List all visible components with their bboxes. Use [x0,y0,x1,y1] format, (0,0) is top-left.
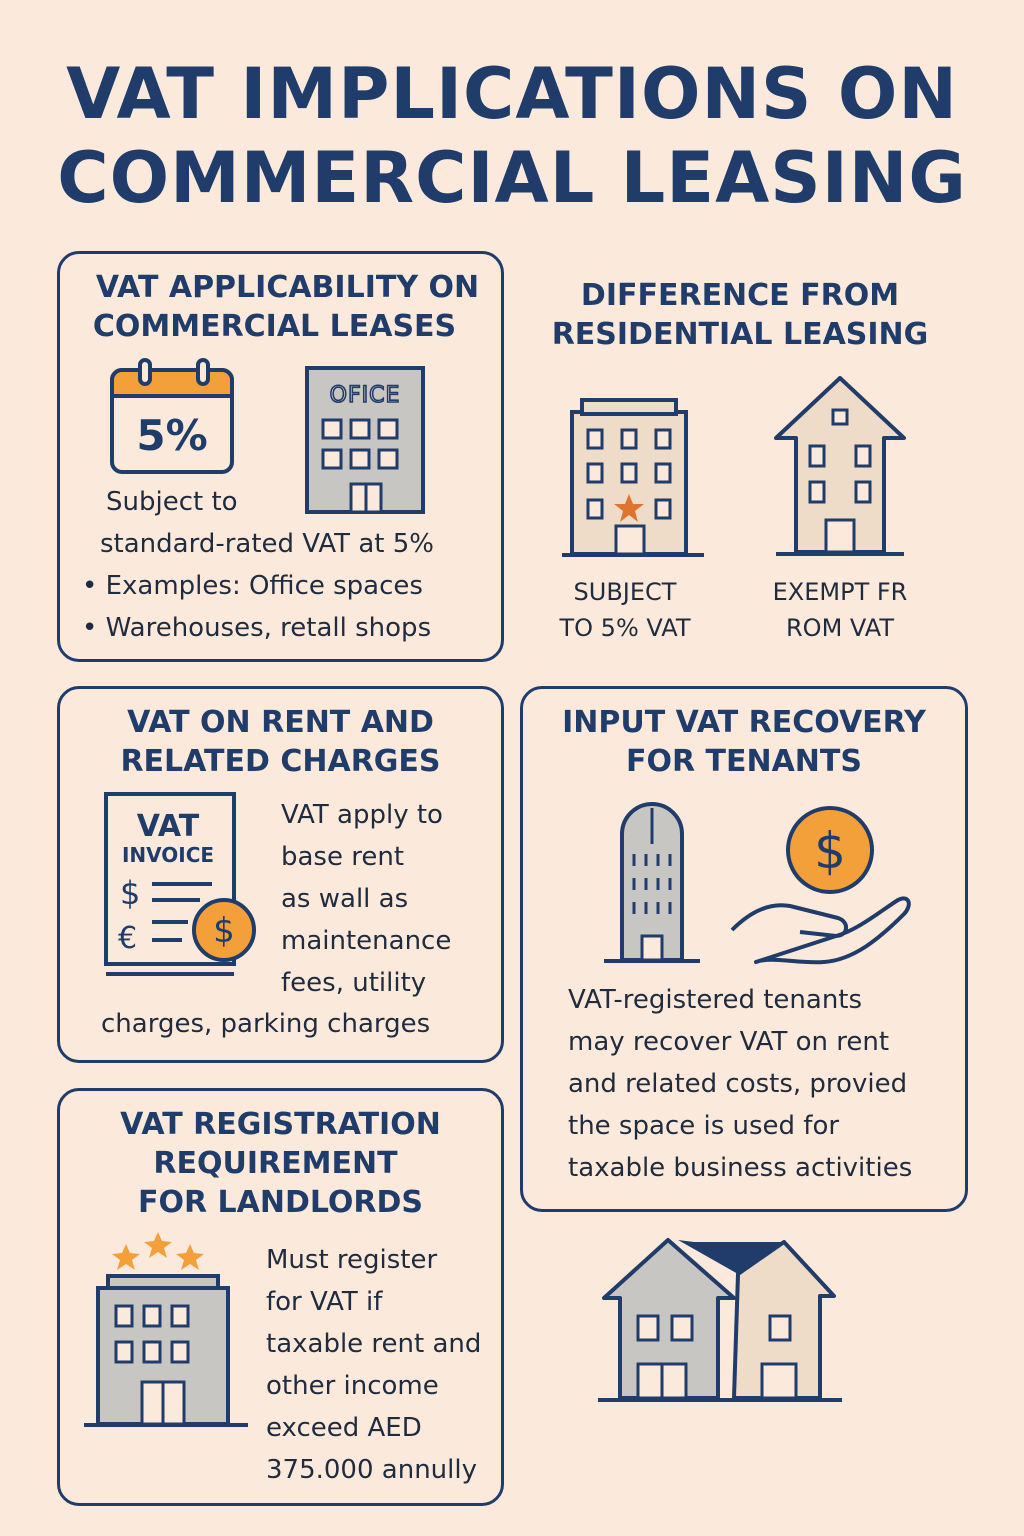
calendar-label: 5% [136,411,208,460]
registration-heading-line2: REQUIREMENT [153,1146,398,1181]
invoice-subtitle: INVOICE [121,843,215,867]
recovery-text [568,979,912,1189]
applicability-text-line2: standard-rated VAT at 5% [100,529,434,559]
rent-heading-line2: RELATED CHARGES [120,744,441,779]
rent-text-line4: maintenance [281,926,452,956]
registration-text-line6: 375.000 annully [266,1455,477,1485]
recovery-text-line1: VAT-registered tenants [568,985,863,1015]
invoice-icon [104,792,260,978]
difference-left-caption-line1: SUBJECT [573,578,677,606]
page-title-line2: COMMERCIAL LEASING [57,137,967,219]
registration-heading [57,1105,504,1222]
invoice-title: VAT [136,809,200,844]
applicability-heading-line1: VAT APPLICABILITY ON [95,270,480,305]
rent-text-line1: VAT apply to [281,800,443,830]
registration-text [266,1239,481,1491]
invoice-dollar: $ [120,874,141,912]
commercial-building-icon [562,398,704,558]
difference-left-caption-line2: TO 5% VAT [559,614,691,642]
applicability-text-line1: Subject to [106,487,238,517]
calendar-icon [108,358,236,476]
applicability-bullet2: • Warehouses, retall shops [82,613,432,643]
applicability-bullet1: • Examples: Office spaces [82,571,423,601]
tower-building-icon [602,804,702,964]
difference-right-caption-line1: EXEMPT FR [772,578,908,606]
page-title [0,52,1024,220]
rent-heading-line1: VAT ON RENT AND [127,705,434,740]
houses-icon [598,1238,842,1404]
office-sign: OFICE [329,383,401,408]
registration-text-line2: for VAT if [266,1287,383,1317]
difference-heading [520,276,960,354]
applicability-heading [57,268,504,346]
rent-text-line2: base rent [281,842,405,872]
recovery-heading-line1: INPUT VAT RECOVERY [562,705,926,740]
invoice-coin-symbol: $ [213,911,235,951]
rent-heading [57,703,504,781]
difference-left-caption [540,574,710,646]
invoice-euro: € [118,921,138,956]
rent-text-line3: as wall as [281,884,409,914]
applicability-heading-line2: COMMERCIAL LEASES [92,309,457,344]
hand-coin-icon [728,806,912,966]
page-title-line1: VAT IMPLICATIONS ON [66,53,958,135]
recovery-text-line3: and related costs, provied [568,1069,908,1099]
rent-text-last: charges, parking charges [101,1009,431,1039]
registration-text-line1: Must register [266,1245,438,1275]
registration-heading-line1: VAT REGISTRATION [120,1107,441,1142]
star-icon [112,1232,204,1270]
registration-heading-line3: FOR LANDLORDS [137,1185,424,1220]
difference-right-caption-line2: ROM VAT [786,614,894,642]
recovery-text-line2: may recover VAT on rent [568,1027,890,1057]
registration-text-line3: taxable rent and [266,1329,482,1359]
rent-text [281,794,451,1004]
difference-heading-line1: DIFFERENCE FROM [580,278,900,313]
recovery-heading [520,703,968,781]
registration-text-line5: exceed AED [266,1413,422,1443]
registration-text-line4: other income [266,1371,439,1401]
rent-text-line5: fees, utility [281,968,427,998]
recovery-heading-line2: FOR TENANTS [625,744,862,779]
applicability-text [82,481,434,649]
recovery-text-line5: taxable business activities [568,1153,913,1183]
recovery-text-line4: the space is used for [568,1111,840,1141]
recovery-coin-symbol: $ [814,822,846,880]
residential-house-icon [774,376,906,558]
landlord-building-icon [84,1230,248,1428]
difference-right-caption [750,574,930,646]
difference-heading-line2: RESIDENTIAL LEASING [551,317,929,352]
